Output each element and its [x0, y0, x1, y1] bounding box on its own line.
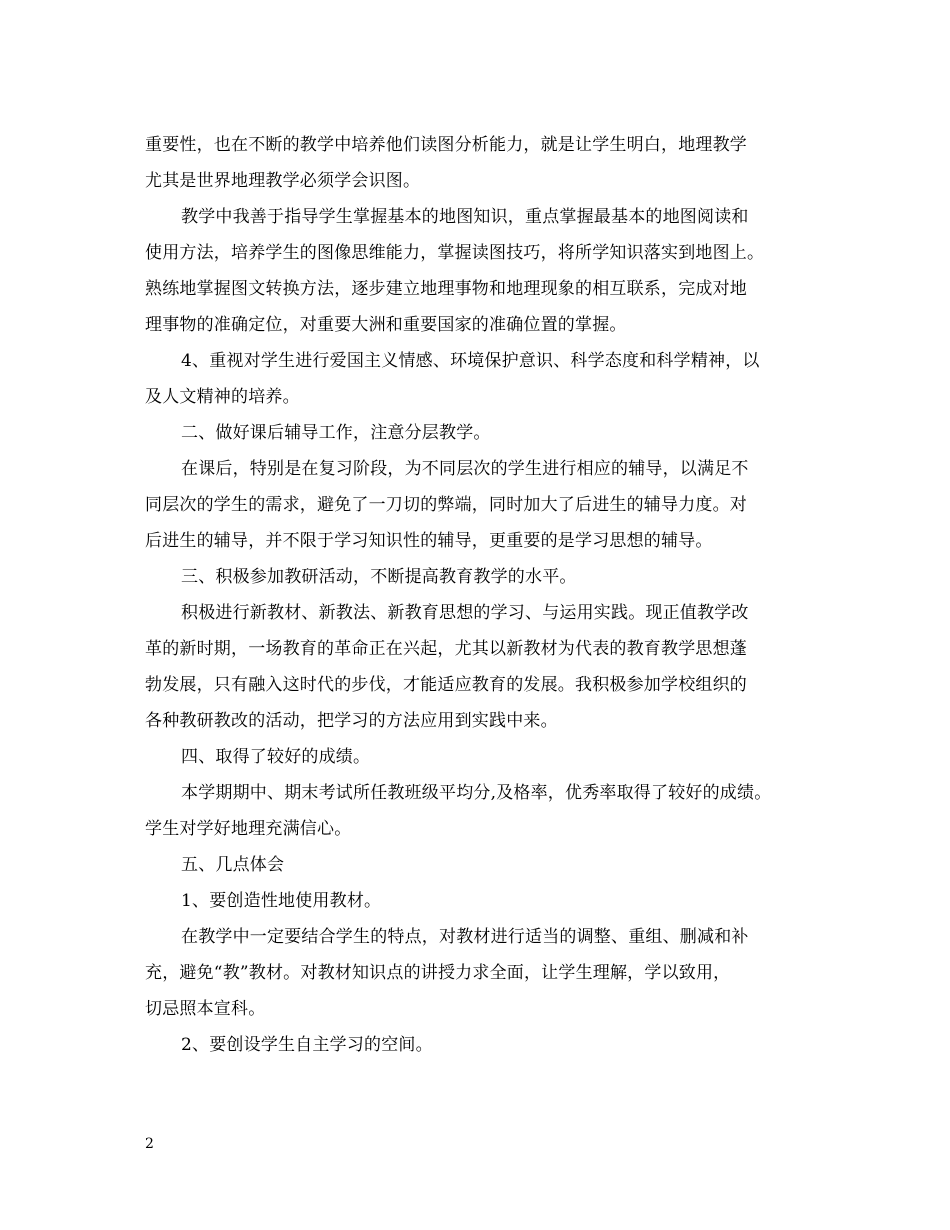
text-line: 积极进行新教材、新教法、新教育思想的学习、与运用实践。现正值教学改 [181, 603, 749, 623]
text-line: 切忌照本宣科。 [145, 999, 266, 1019]
text-line: 学生对学好地理充满信心。 [145, 819, 352, 839]
text-line: 五、几点体会 [181, 855, 285, 875]
text-line: 1、要创造性地使用教材。 [181, 891, 382, 911]
text-line: 充，避免“教”教材。对教材知识点的讲授力求全面，让学生理解，学以致用， [145, 963, 731, 983]
text-line: 革的新时期，一场教育的革命正在兴起，尤其以新教材为代表的教育教学思想蓬 [145, 639, 747, 659]
text-line: 在教学中一定要结合学生的特点，对教材进行适当的调整、重组、删减和补 [181, 927, 749, 947]
text-line: 及人文精神的培养。 [145, 387, 300, 407]
text-line: 使用方法，培养学生的图像思维能力，掌握读图技巧，将所学知识落实到地图上。 [145, 243, 765, 263]
text-line: 尤其是世界地理教学必须学会识图。 [145, 171, 421, 191]
text-line: 在课后，特别是在复习阶段，为不同层次的学生进行相应的辅导，以满足不 [181, 459, 749, 479]
text-line: 同层次的学生的需求，避免了一刀切的弊端，同时加大了后进生的辅导力度。对 [145, 495, 747, 515]
text-line: 后进生的辅导，并不限于学习知识性的辅导，更重要的是学习思想的辅导。 [145, 531, 713, 551]
text-line: 熟练地掌握图文转换方法，逐步建立地理事物和地理现象的相互联系，完成对地 [145, 279, 747, 299]
text-line: 2、要创设学生自主学习的空间。 [181, 1035, 433, 1055]
text-line: 勃发展，只有融入这时代的步伐，才能适应教育的发展。我积极参加学校组织的 [145, 675, 747, 695]
text-line: 重要性，也在不断的教学中培养他们读图分析能力，就是让学生明白，地理教学 [145, 135, 747, 155]
text-line: 三、积极参加教研活动，不断提高教育教学的水平。 [181, 567, 577, 587]
text-line: 理事物的准确定位，对重要大洲和重要国家的准确位置的掌握。 [145, 315, 627, 335]
text-line: 二、做好课后辅导工作，注意分层教学。 [181, 423, 491, 443]
text-line: 各种教研教改的活动，把学习的方法应用到实践中来。 [145, 711, 558, 731]
text-line: 教学中我善于指导学生掌握基本的地图知识，重点掌握最基本的地图阅读和 [181, 207, 749, 227]
body-text [145, 127, 815, 1063]
text-line: 四、取得了较好的成绩。 [181, 747, 371, 767]
page-number: 2 [145, 1136, 154, 1152]
text-line: 本学期期中、期末考试所任教班级平均分,及格率，优秀率取得了较好的成绩。 [181, 783, 772, 803]
text-line: 4、重视对学生进行爱国主义情感、环境保护意识、科学态度和科学精神，以 [181, 351, 760, 371]
